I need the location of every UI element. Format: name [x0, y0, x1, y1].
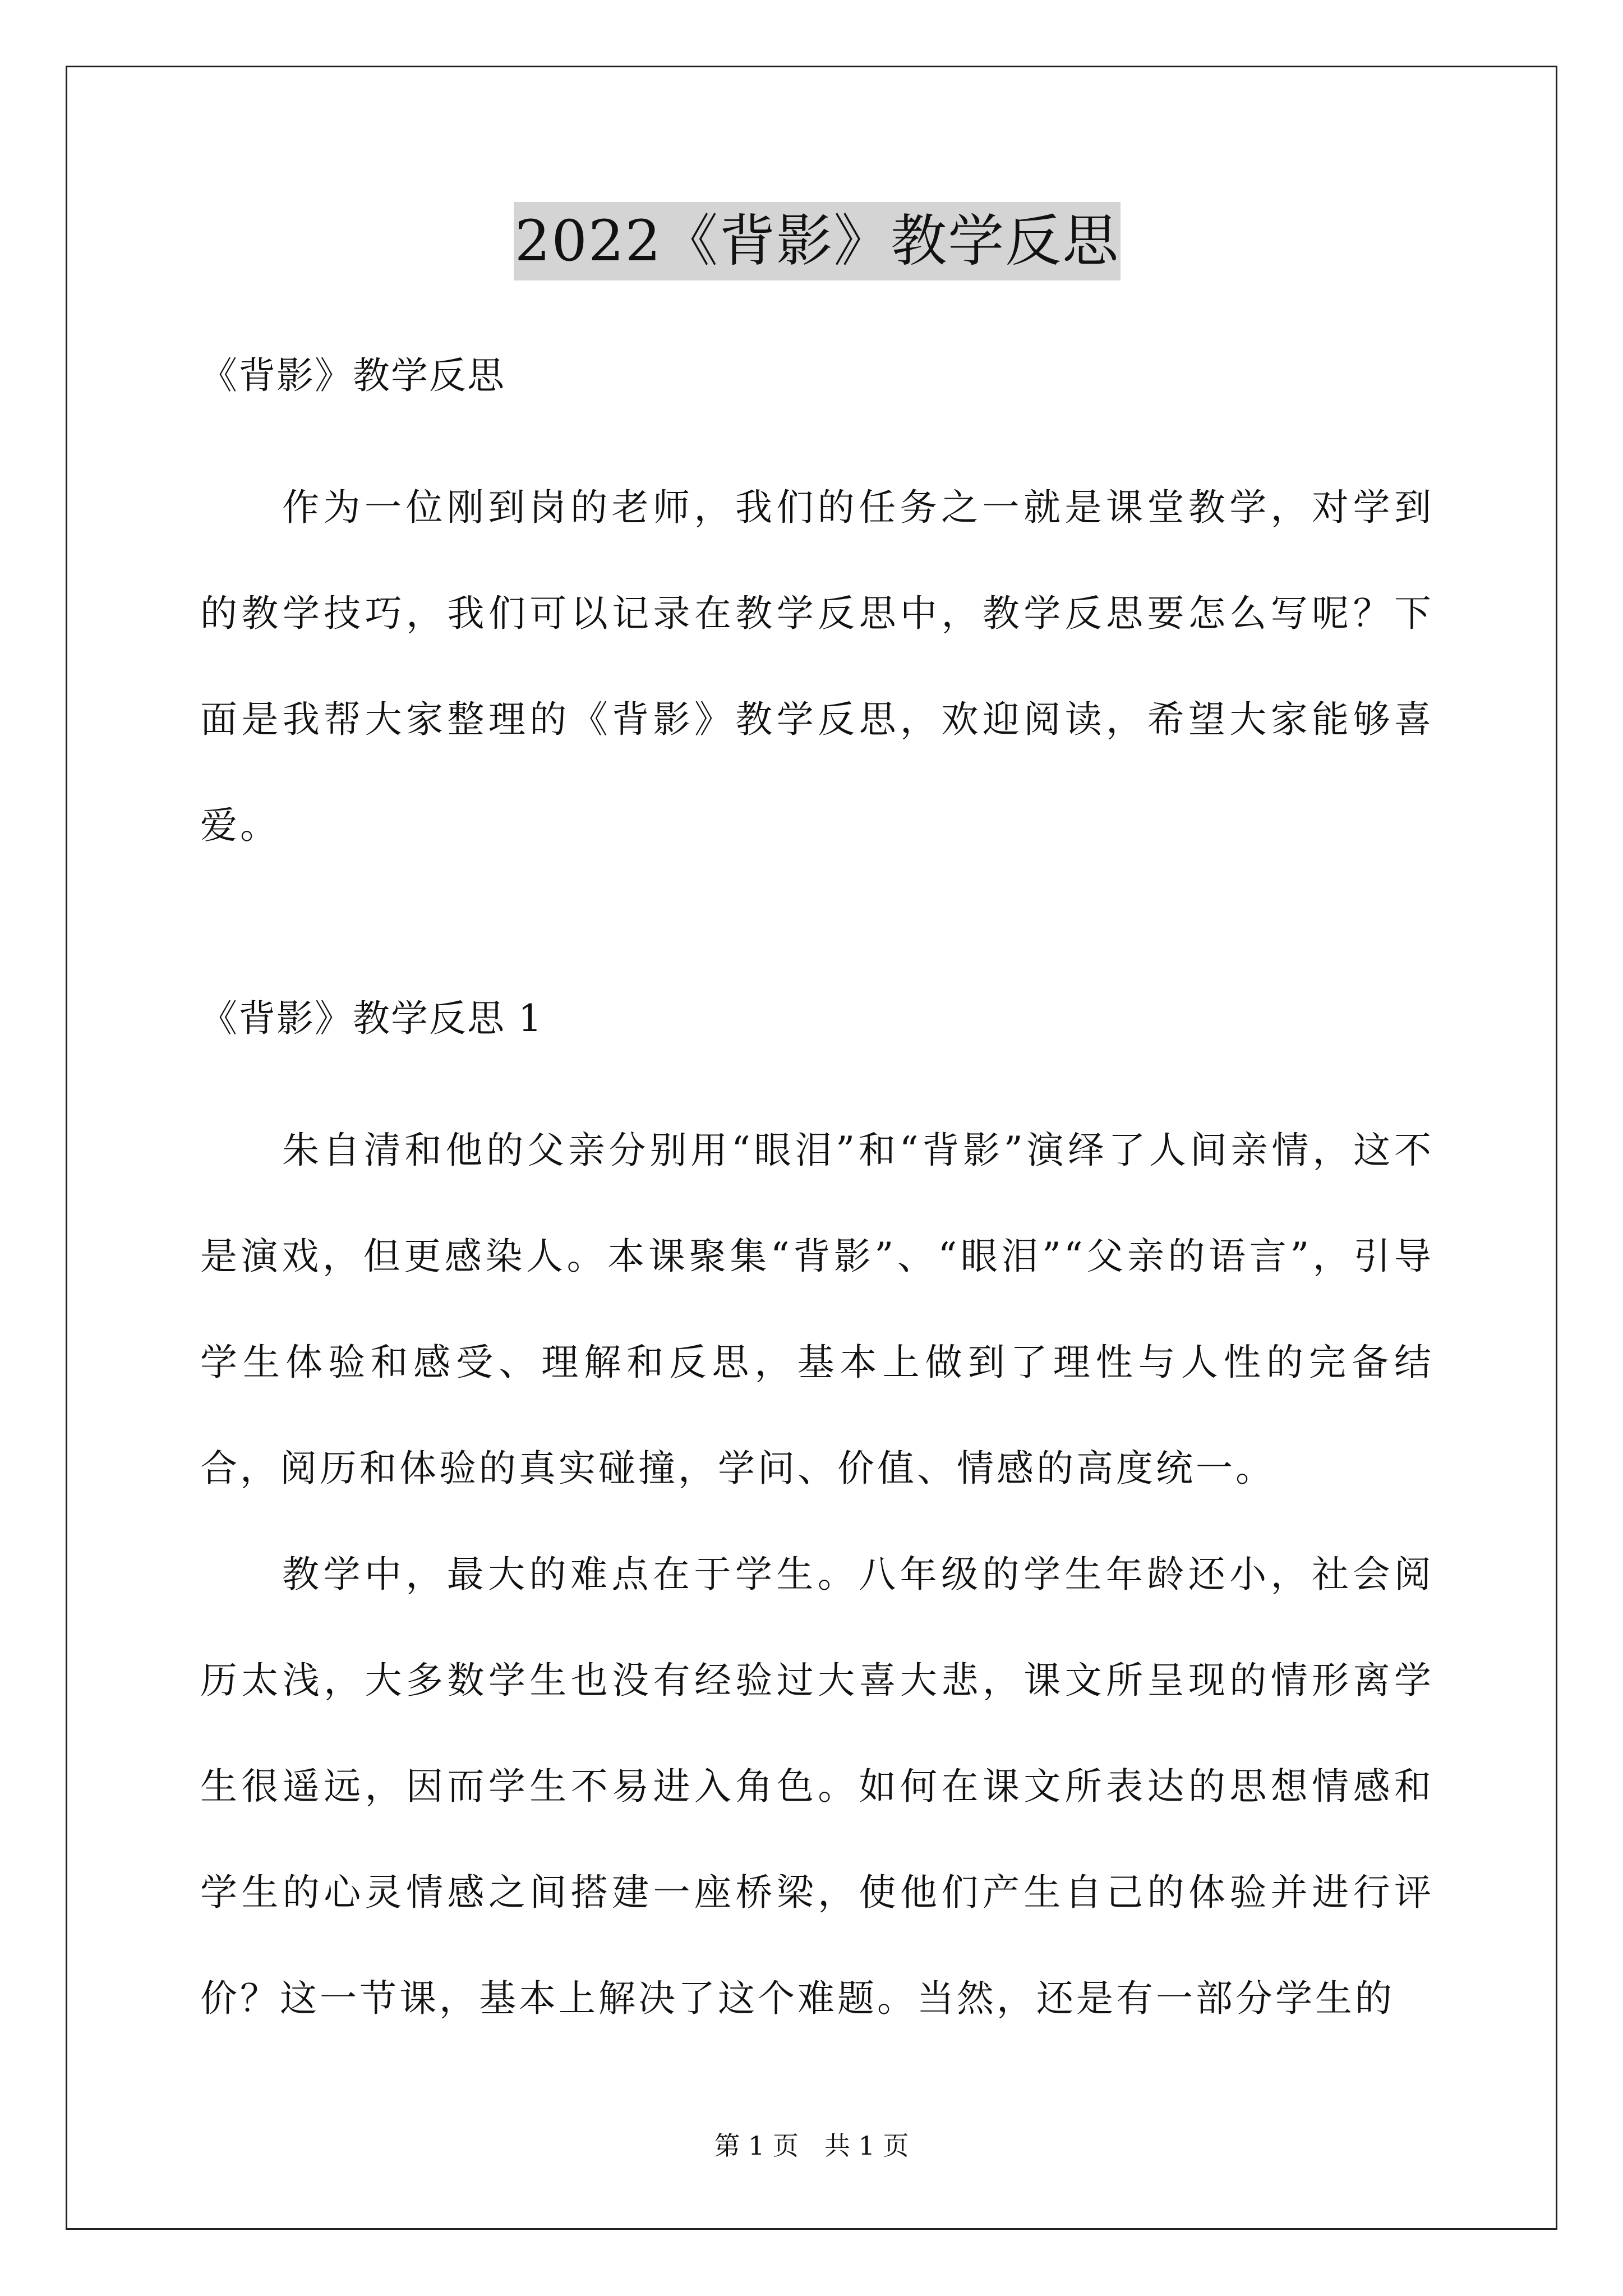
document-body: [200, 196, 1434, 2051]
intro-paragraph: 作为一位刚到岗的老师，我们的任务之一就是课堂教学，对学到的教学技巧，我们可以记录在教学反思中，教学反思要怎么写呢？下面是我帮大家整理的《背影》教学反思，欢迎阅读，希望大家能够喜爱。: [200, 486, 1434, 847]
page-footer: 第 1 页 共 1 页: [714, 2131, 909, 2161]
section-1-heading: 《背影》教学反思 1: [200, 997, 543, 1040]
document-title: 2022《背影》教学反思: [514, 202, 1121, 280]
intro-heading: 《背影》教学反思: [200, 354, 505, 397]
section-1-paragraph-2: 教学中，最大的难点在于学生。八年级的学生年龄还小，社会阅历太浅，大多数学生也没有经验过大喜大悲，课文所呈现的情形离学生很遥远，因而学生不易进入角色。如何在课文所表达的思想情感和学生的心灵情感之间搭建一座桥梁，使他们产生自己的体验并进行评价？这一节课，基本上解决了这个难题。当然，还是有一部分学生的: [200, 1553, 1434, 2020]
section-1-paragraph-1: 朱自清和他的父亲分别用“眼泪”和“背影”演绎了人间亲情，这不是演戏，但更感染人。本课聚集“背影”、“眼泪”“父亲的语言”，引导学生体验和感受、理解和反思，基本上做到了理性与人性的完备结合，阅历和体验的真实碰撞，学问、价值、情感的高度统一。: [200, 1129, 1434, 1490]
title-wrap: [200, 202, 1434, 280]
